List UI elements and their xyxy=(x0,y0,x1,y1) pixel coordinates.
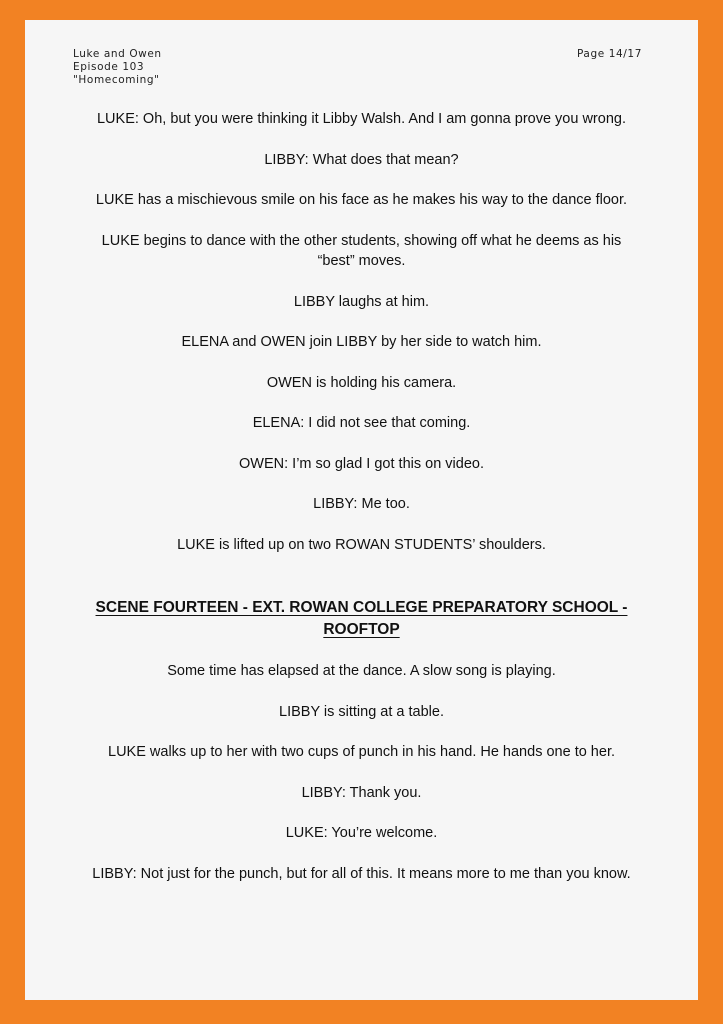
script-page xyxy=(25,20,698,1000)
script-line: LIBBY: Me too. xyxy=(313,496,410,512)
script-line: OWEN is holding his camera. xyxy=(266,374,457,391)
script-line: LUKE has a mischievous smile on his face as he makes his way to the dance floor. xyxy=(95,192,628,208)
script-line: LIBBY is sitting at a table. xyxy=(279,703,444,720)
script-line: LUKE: You’re welcome. xyxy=(285,825,438,841)
script-line: OWEN: I’m so glad I got this on video. xyxy=(239,455,484,472)
scene-heading: SCENE FOURTEEN - EXT. ROWAN COLLEGE PREPARATORY SCHOOL - ROOFTOP xyxy=(95,599,628,638)
script-line: ELENA: I did not see that coming. xyxy=(252,415,471,431)
script-line: LIBBY laughs at him. xyxy=(293,293,430,310)
script-line: ELENA and OWEN join LIBBY by her side to watch him. xyxy=(181,334,542,350)
script-line: LUKE walks up to her with two cups of punch in his hand. He hands one to her. xyxy=(108,744,615,760)
script-body xyxy=(89,109,634,904)
script-line: LUKE: Oh, but you were thinking it Libby Walsh. And I am gonna prove you wrong. xyxy=(96,111,626,127)
script-line: LIBBY: Thank you. xyxy=(301,784,422,801)
script-line: LUKE begins to dance with the other students, showing off what he deems as his “best” moves. xyxy=(101,232,622,269)
script-line: Some time has elapsed at the dance. A slow song is playing. xyxy=(167,663,556,679)
episode-number: Episode 103 xyxy=(73,61,145,73)
episode-title: "Homecoming" xyxy=(73,74,160,86)
show-name: Luke and Owen xyxy=(73,48,162,60)
script-line: LIBBY: Not just for the punch, but for all of this. It means more to me than you know. xyxy=(92,865,631,882)
script-line: LIBBY: What does that mean? xyxy=(264,151,459,168)
page-header-left xyxy=(73,48,162,87)
page-number: Page 14/17 xyxy=(576,48,642,60)
script-line: LUKE is lifted up on two ROWAN STUDENTS’ shoulders. xyxy=(177,536,546,553)
